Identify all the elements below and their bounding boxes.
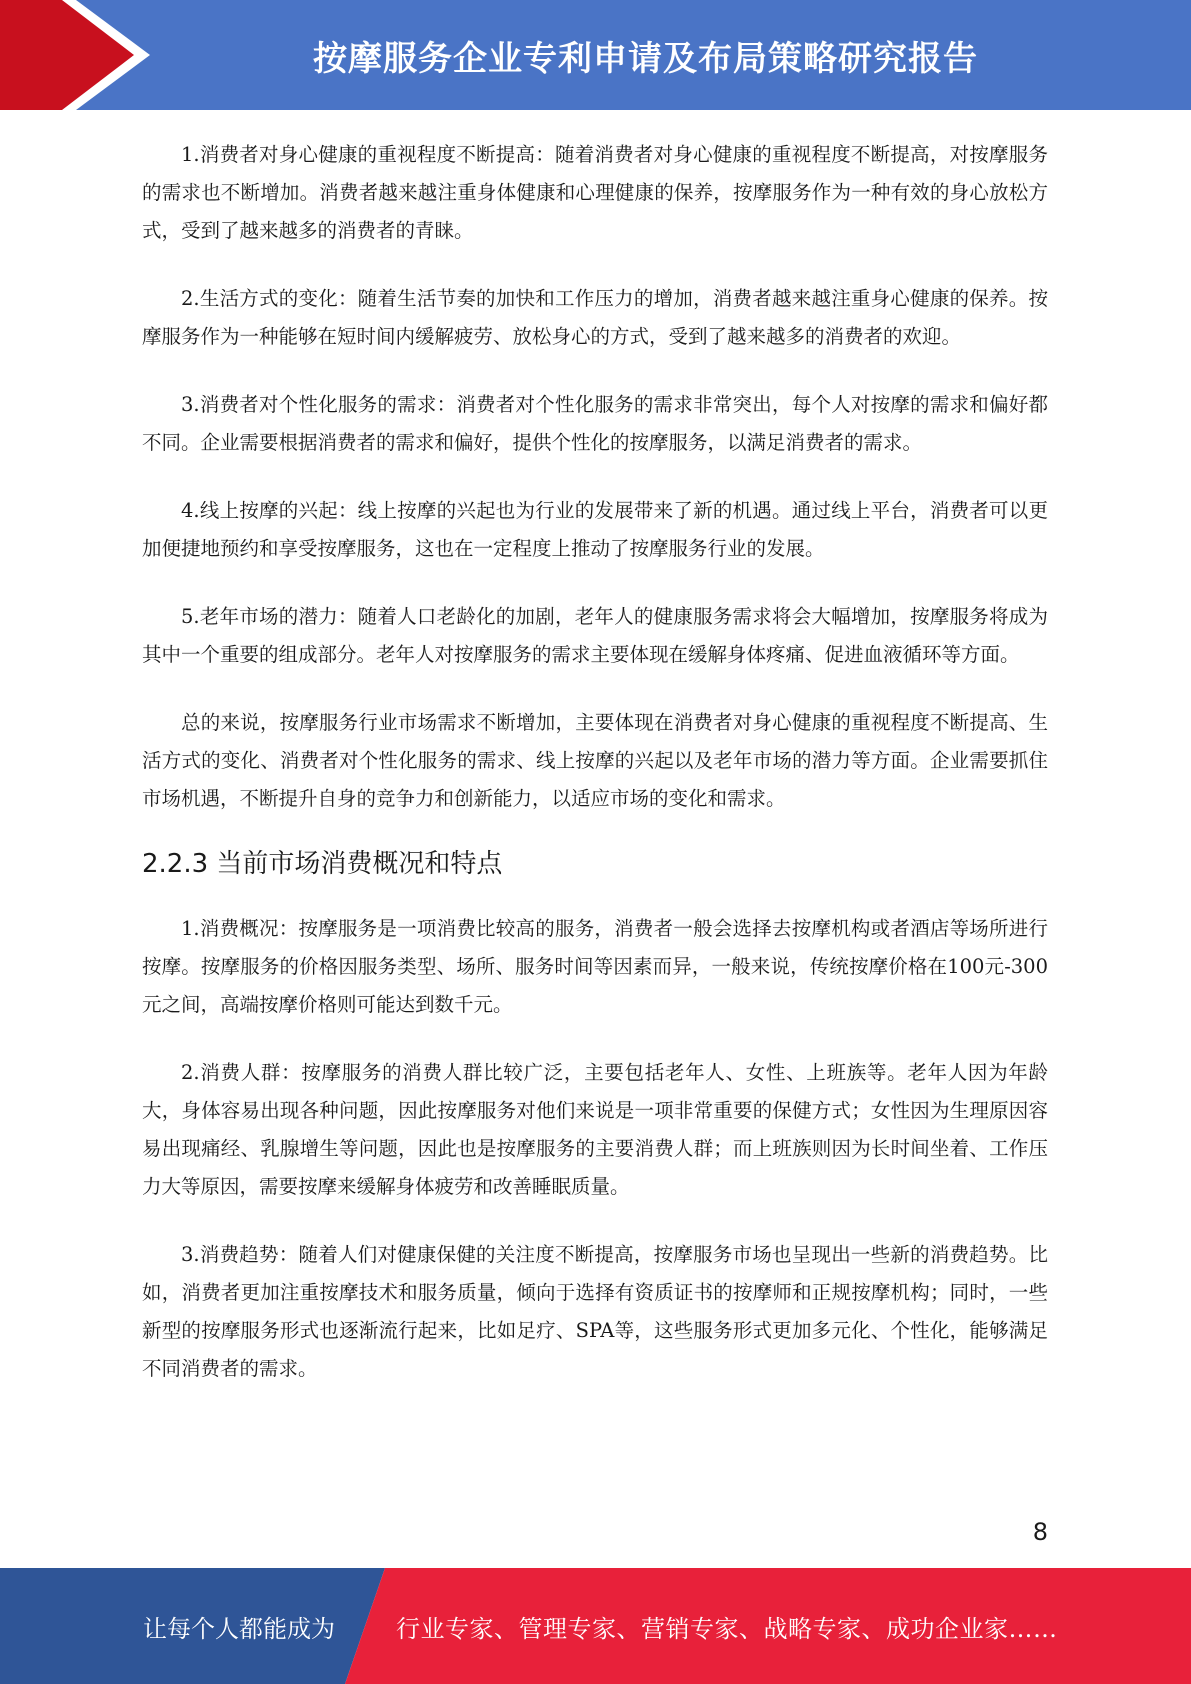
footer-banner (0, 1568, 1191, 1684)
document-body (142, 136, 1048, 1388)
paragraph: 1.消费概况：按摩服务是一项消费比较高的服务，消费者一般会选择去按摩机构或者酒店等场所进行按摩。按摩服务的价格因服务类型、场所、服务时间等因素而异，一般来说，传统按摩价格在100元-300元之间，高端按摩价格则可能达到数千元。 (142, 917, 1048, 1016)
paragraph: 2.消费人群：按摩服务的消费人群比较广泛，主要包括老年人、女性、上班族等。老年人因为年龄大，身体容易出现各种问题，因此按摩服务对他们来说是一项非常重要的保健方式；女性因为生理原因容易出现痛经、乳腺增生等问题，因此也是按摩服务的主要消费人群；而上班族则因为长时间坐着、工作压力大等原因，需要按摩来缓解身体疲劳和改善睡眠质量。 (142, 1061, 1048, 1198)
paragraph: 1.消费者对身心健康的重视程度不断提高：随着消费者对身心健康的重视程度不断提高，对按摩服务的需求也不断增加。消费者越来越注重身体健康和心理健康的保养，按摩服务作为一种有效的身心放松方式，受到了越来越多的消费者的青睐。 (142, 143, 1048, 242)
arrow-red-shape (0, 0, 134, 110)
arrow-chevron-icon (0, 0, 160, 110)
page-number: 8 (1032, 1518, 1048, 1546)
paragraph: 5.老年市场的潜力：随着人口老龄化的加剧，老年人的健康服务需求将会大幅增加，按摩服务将成为其中一个重要的组成部分。老年人对按摩服务的需求主要体现在缓解身体疼痛、促进血液循环等方面。 (142, 605, 1048, 666)
paragraph: 总的来说，按摩服务行业市场需求不断增加，主要体现在消费者对身心健康的重视程度不断提高、生活方式的变化、消费者对个性化服务的需求、线上按摩的兴起以及老年市场的潜力等方面。企业需要抓住市场机遇，不断提升自身的竞争力和创新能力，以适应市场的变化和需求。 (142, 711, 1048, 810)
paragraph: 2.生活方式的变化：随着生活节奏的加快和工作压力的增加，消费者越来越注重身心健康的保养。按摩服务作为一种能够在短时间内缓解疲劳、放松身心的方式，受到了越来越多的消费者的欢迎。 (142, 287, 1048, 348)
paragraph: 4.线上按摩的兴起：线上按摩的兴起也为行业的发展带来了新的机遇。通过线上平台，消费者可以更加便捷地预约和享受按摩服务，这也在一定程度上推动了按摩服务行业的发展。 (142, 499, 1048, 560)
paragraph: 3.消费者对个性化服务的需求：消费者对个性化服务的需求非常突出，每个人对按摩的需求和偏好都不同。企业需要根据消费者的需求和偏好，提供个性化的按摩服务，以满足消费者的需求。 (142, 393, 1048, 454)
section-heading: 2.2.3 当前市场消费概况和特点 (142, 849, 503, 879)
paragraph: 3.消费趋势：随着人们对健康保健的关注度不断提高，按摩服务市场也呈现出一些新的消费趋势。比如，消费者更加注重按摩技术和服务质量，倾向于选择有资质证书的按摩师和正规按摩机构；同时，一些新型的按摩服务形式也逐渐流行起来，比如足疗、SPA等，这些服务形式更加多元化、个性化，能够满足不同消费者的需求。 (142, 1243, 1048, 1380)
footer-slogan-left: 让每个人都能成为 (143, 1614, 335, 1643)
footer-slogan-right: 行业专家、管理专家、营销专家、战略专家、成功企业家…… (396, 1614, 1058, 1643)
report-title: 按摩服务企业专利申请及布局策略研究报告 (313, 38, 978, 79)
header-banner (0, 0, 1191, 110)
